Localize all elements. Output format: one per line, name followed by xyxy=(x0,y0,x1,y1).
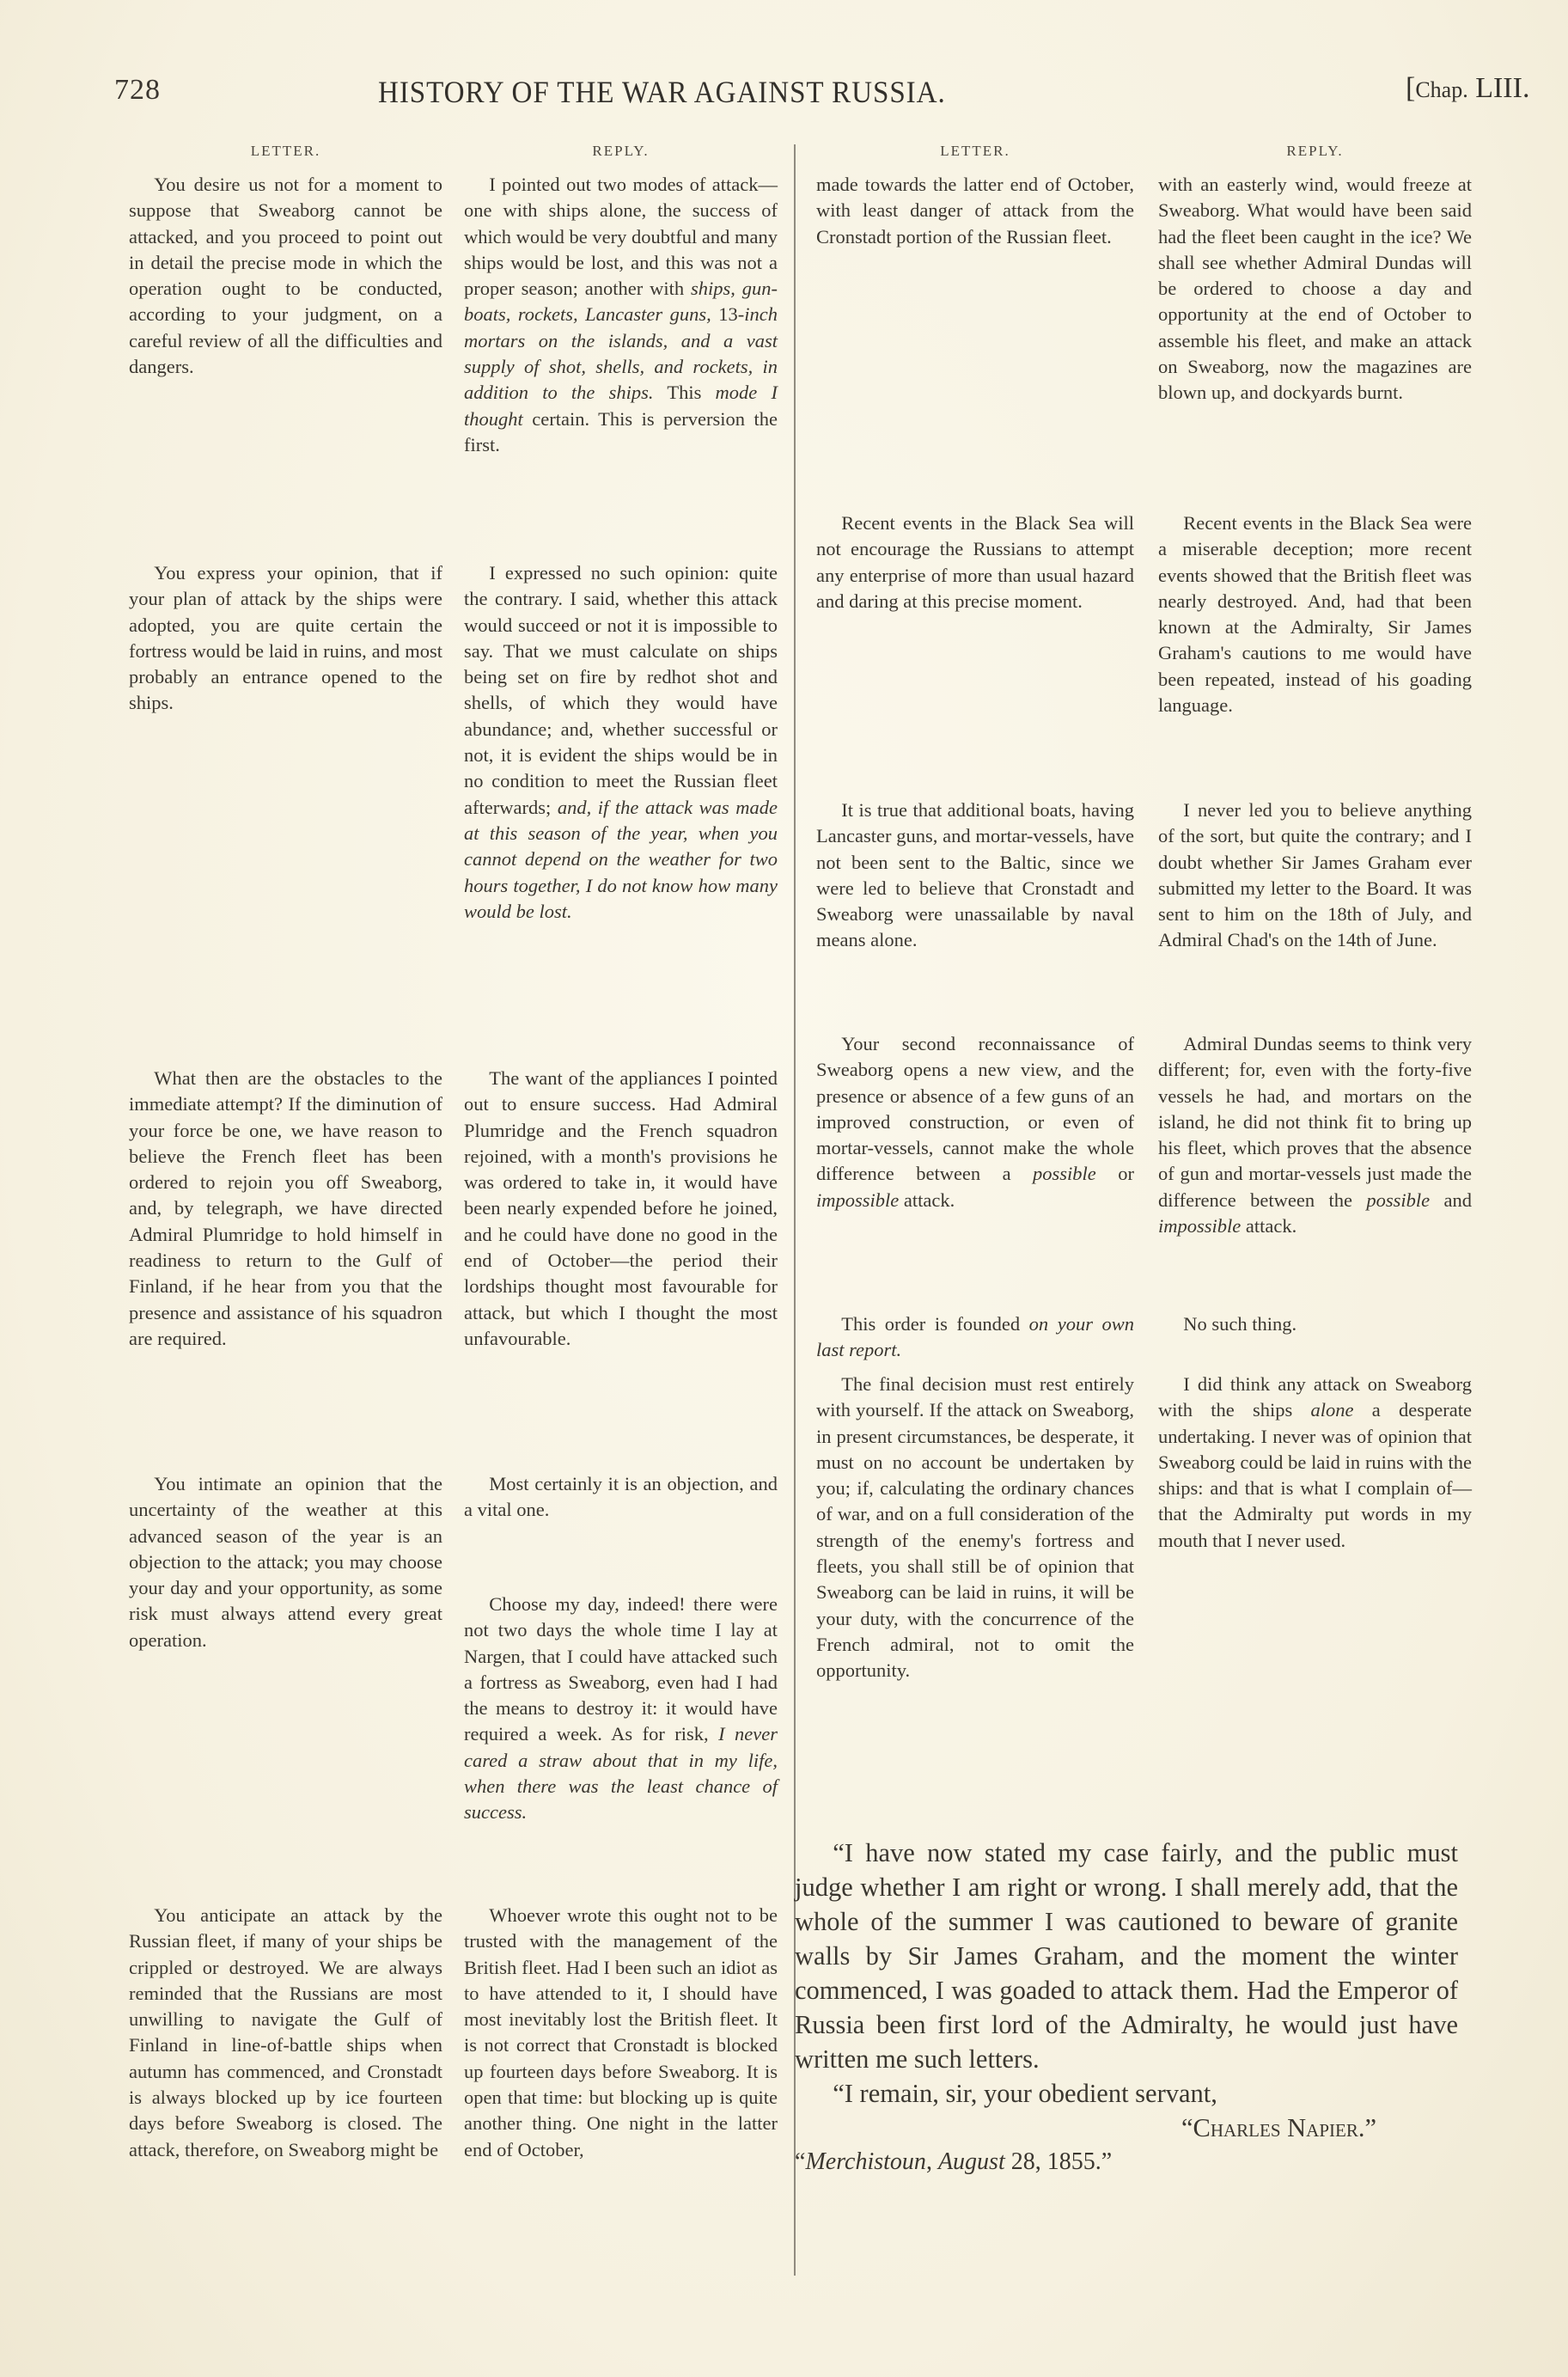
reply-paragraph xyxy=(464,1903,778,2163)
paragraph-text xyxy=(464,172,778,458)
emphasis: ships, gun-boats, rockets, Lancaster guns, xyxy=(464,278,778,326)
text-run: certain. This is perversion the first. xyxy=(464,407,778,455)
text-run: Admiral Dundas seems to think very different; for, even with the forty-five vessels he had, and mortars on the island, he did not think fit to bring up his fleet, which proves that the absence of gun and mortar-vessels just made the difference between the xyxy=(1158,1033,1472,1211)
closing-paragraph: “I have now stated my case fairly, and the public must judge whether I am right or wrong. I shall merely add, that the whole of the summer I was cautioned to beware of granite walls by Sir James Graham, and the moment the winter commenced, I was goaded to attack them. Had the Emperor of Russia been first lord of the Admiralty, he would just have written me such letters. xyxy=(795,1838,1458,2074)
text-run: attack. xyxy=(899,1188,955,1211)
text-run: Your second reconnaissance of Sweaborg opens a new view, and the presence or absence of a few guns of an improved construction, or even of mortar-vessels, cannot make the whole difference between a xyxy=(816,1033,1134,1185)
paragraph-text: made towards the latter end of October, with least danger of attack from the Cronstadt portion of the Russian fleet. xyxy=(816,174,1134,247)
paragraph-text: Recent events in the Black Sea will not encourage the Russians to attempt any enterprise of more than usual hazard and daring at this precise moment. xyxy=(816,512,1134,612)
text-run: This xyxy=(653,382,716,404)
chapter-reference xyxy=(1406,72,1529,105)
reply-paragraph xyxy=(1158,1372,1472,1554)
emphasis: on your own last report. xyxy=(816,1313,1134,1361)
text-run: , xyxy=(925,2148,938,2175)
paragraph-text xyxy=(816,1311,1134,1364)
closing-letter xyxy=(795,1836,1458,2179)
text-run: This order is founded xyxy=(841,1313,1029,1335)
emphasis: impossible xyxy=(816,1188,900,1211)
reply-paragraph xyxy=(464,560,778,925)
letter-paragraph xyxy=(816,510,1134,614)
paragraph-text: with an easterly wind, would freeze at Sweaborg. What would have been said had the fleet been caught in the ice? We shall see whether Admiral Dundas will be ordered to choose a day and opportunity at the end of October to assemble his fleet, and make an attack on Sweaborg, now the magazines are blown up, and dockyards burnt. xyxy=(1158,174,1472,404)
reply-paragraph xyxy=(1158,1031,1472,1239)
dateline xyxy=(795,2145,1458,2179)
text-run: I expressed no such opinion: quite the contrary. I said, whether this attack would succeed or not it is impossible to say. That we must calculate on ships being set on fire by redhot shot and shells, of which they would have abundance; and, whether successful or not, it is evident the ships would be in no condition to meet the Russian fleet afterwards; xyxy=(464,562,778,818)
letter-paragraph xyxy=(816,1372,1134,1684)
paragraph-text xyxy=(464,560,778,925)
emphasis: impossible xyxy=(1158,1215,1242,1237)
paragraph-text: I never led you to believe anything of the sort, but quite the contrary; and I doubt whether Sir James Graham ever submitted my letter to the Board. It was sent to him on the 18th of July, and Admiral Chad's on the 14th of June. xyxy=(1158,799,1472,951)
page-number: 728 xyxy=(114,74,161,106)
text-run: 13- xyxy=(711,303,745,326)
reply-paragraph xyxy=(464,1471,778,1524)
paragraph-text xyxy=(464,1592,778,1826)
reply-paragraph xyxy=(464,172,778,458)
paragraph-text xyxy=(1158,1031,1472,1239)
paragraph-text: You intimate an opinion that the uncertainty of the weather at this advanced season of the year is an objection to the attack; you may choose your day and your opportunity, as some risk must always attend every great operation. xyxy=(129,1473,442,1651)
paragraph-text xyxy=(816,1031,1134,1213)
column-head-reply-left: REPLY. xyxy=(592,143,650,159)
letter-paragraph xyxy=(129,172,442,380)
emphasis: and, if the attack was made at this season of the year, when you cannot depend on the weather for two hours together, I do not know how many would be lost. xyxy=(464,796,778,922)
reply-paragraph xyxy=(1158,1311,1472,1337)
text-run: Choose my day, indeed! there were not two days the whole time I lay at Nargen, that I could have attacked such a fortress as Sweaborg, even had I had the means to destroy it: it would have required a week. As for risk, xyxy=(464,1593,778,1745)
paragraph-text: The final decision must rest entirely with yourself. If the attack on Sweaborg, in present circumstances, be desperate, it must on no account be undertaken by you; if, calculating the ordinary chances of war, and on a full consideration of the strength of the enemy's fortress and fleets, you shall still be of opinion that Sweaborg can be laid in ruins, it will be your duty, with the concurrence of the French admiral, not to omit the opportunity. xyxy=(816,1373,1134,1682)
emphasis: possible xyxy=(1366,1188,1431,1211)
emphasis: mode I thought xyxy=(464,382,778,430)
paragraph-text: Recent events in the Black Sea were a miserable deception; more recent events showed that the British fleet was nearly destroyed. And, had that been known at the Admiralty, Sir James Graham's cautions to me would have been repeated, instead of his goading language. xyxy=(1158,512,1472,717)
letter-paragraph xyxy=(129,1903,442,2163)
text-run: and xyxy=(1430,1188,1472,1211)
valediction: “I remain, sir, your obedient servant, xyxy=(833,2079,1217,2108)
date-month: August xyxy=(937,2148,1005,2175)
text-run: a desperate undertaking. I never was of opinion that Sweaborg could be laid in ruins with the ships: and that is what I complain of—that the Admiralty put words in my mouth that I never used. xyxy=(1158,1399,1472,1551)
letter-paragraph xyxy=(129,1471,442,1653)
signature: “Charles Napier.” xyxy=(1181,2113,1376,2142)
chapter-label: Chap. xyxy=(1415,77,1468,102)
letter-paragraph xyxy=(816,797,1134,954)
paragraph-text: What then are the obstacles to the immediate attempt? If the diminution of your force be one, we have reason to believe the French fleet has been ordered to rejoin you off Sweaborg, and, by telegraph, we have directed Admiral Plumridge to hold himself in readiness to return to the Gulf of Finland, if he hear from you that the presence and assistance of his squadron are required. xyxy=(129,1067,442,1349)
paragraph-text: Most certainly it is an objection, and a vital one. xyxy=(464,1473,778,1521)
text-run: I did think any attack on Sweaborg with the ships xyxy=(1158,1373,1472,1421)
column-head-letter-right: LETTER. xyxy=(940,143,1010,159)
paragraph-text: The want of the appliances I pointed out to ensure success. Had Admiral Plumridge and the French squadron rejoined, with a month's provisions he was ordered to take in, it would have been nearly expended before he joined, and he could have done no good in the end of October—the period their lordships thought most favourable for attack, but which I thought the most unfavourable. xyxy=(464,1067,778,1349)
chapter-bracket: [ xyxy=(1406,72,1416,104)
text-run: I pointed out two modes of attack—one with ships alone, the success of which would be very doubtful and many ships would be lost, and this was not a proper season; another with xyxy=(464,174,778,300)
letter-paragraph xyxy=(816,172,1134,250)
emphasis: possible xyxy=(1033,1163,1096,1185)
paragraph-text: No such thing. xyxy=(1183,1313,1297,1335)
letter-paragraph xyxy=(816,1311,1134,1364)
text-run: or xyxy=(1095,1163,1134,1185)
reply-paragraph xyxy=(1158,510,1472,718)
open-quote: “ xyxy=(795,2148,806,2175)
column-head-letter-left: LETTER. xyxy=(250,143,321,159)
letter-paragraph xyxy=(129,1066,442,1352)
chapter-number: LIII. xyxy=(1475,72,1530,104)
date-place: Merchistoun xyxy=(805,2148,926,2175)
paragraph-text: You desire us not for a moment to suppose that Sweaborg cannot be attacked, and you proceed to point out in detail the precise mode in which the operation ought to be conducted, according to your judgment, on a careful review of all the difficulties and dangers. xyxy=(129,174,442,378)
paragraph-text: Whoever wrote this ought not to be trusted with the management of the British fleet. Had I been such an idiot as to have attended to it, I should have most inevitably lost the British fleet. It is not correct that Cronstadt is blocked up fourteen days before Sweaborg. It is open that time: but blocking up is quite another thing. One night in the latter end of October, xyxy=(464,1904,778,2160)
date-rest: 28, 1855.” xyxy=(1004,2148,1113,2175)
letter-paragraph xyxy=(129,560,442,717)
paragraph-text xyxy=(1158,1372,1472,1554)
running-title: HISTORY OF THE WAR AGAINST RUSSIA. xyxy=(378,75,946,109)
reply-paragraph xyxy=(464,1592,778,1826)
column-head-reply-right: REPLY. xyxy=(1286,143,1344,159)
reply-paragraph xyxy=(464,1066,778,1352)
running-header xyxy=(0,67,1568,119)
paragraph-text: You anticipate an attack by the Russian fleet, if many of your ships be crippled or destroyed. We are always reminded that the Russians are most unwilling to navigate the Gulf of Finland in line-of-battle ships when autumn has commenced, and Cronstadt is always blocked up by ice fourteen days before Sweaborg is closed. The attack, therefore, on Sweaborg might be xyxy=(129,1904,442,2160)
emphasis: inch mortars on the islands, and a vast supply of shot, shells, and rockets, in addition to the ships. xyxy=(464,303,778,404)
paragraph-text: You express your opinion, that if your plan of attack by the ships were adopted, you are quite certain the fortress would be laid in ruins, and most probably an entrance opened to the ships. xyxy=(129,562,442,714)
emphasis: alone xyxy=(1310,1399,1354,1421)
paragraph-text: It is true that additional boats, having Lancaster guns, and mortar-vessels, have not been sent to the Baltic, since we were led to believe that Cronstadt and Sweaborg were unassailable by naval means alone. xyxy=(816,799,1134,951)
reply-paragraph xyxy=(1158,797,1472,954)
text-run: attack. xyxy=(1241,1215,1297,1237)
emphasis: I never cared a straw about that in my life, when there was the least chance of success. xyxy=(464,1723,778,1824)
letter-paragraph xyxy=(816,1031,1134,1213)
reply-paragraph xyxy=(1158,172,1472,406)
